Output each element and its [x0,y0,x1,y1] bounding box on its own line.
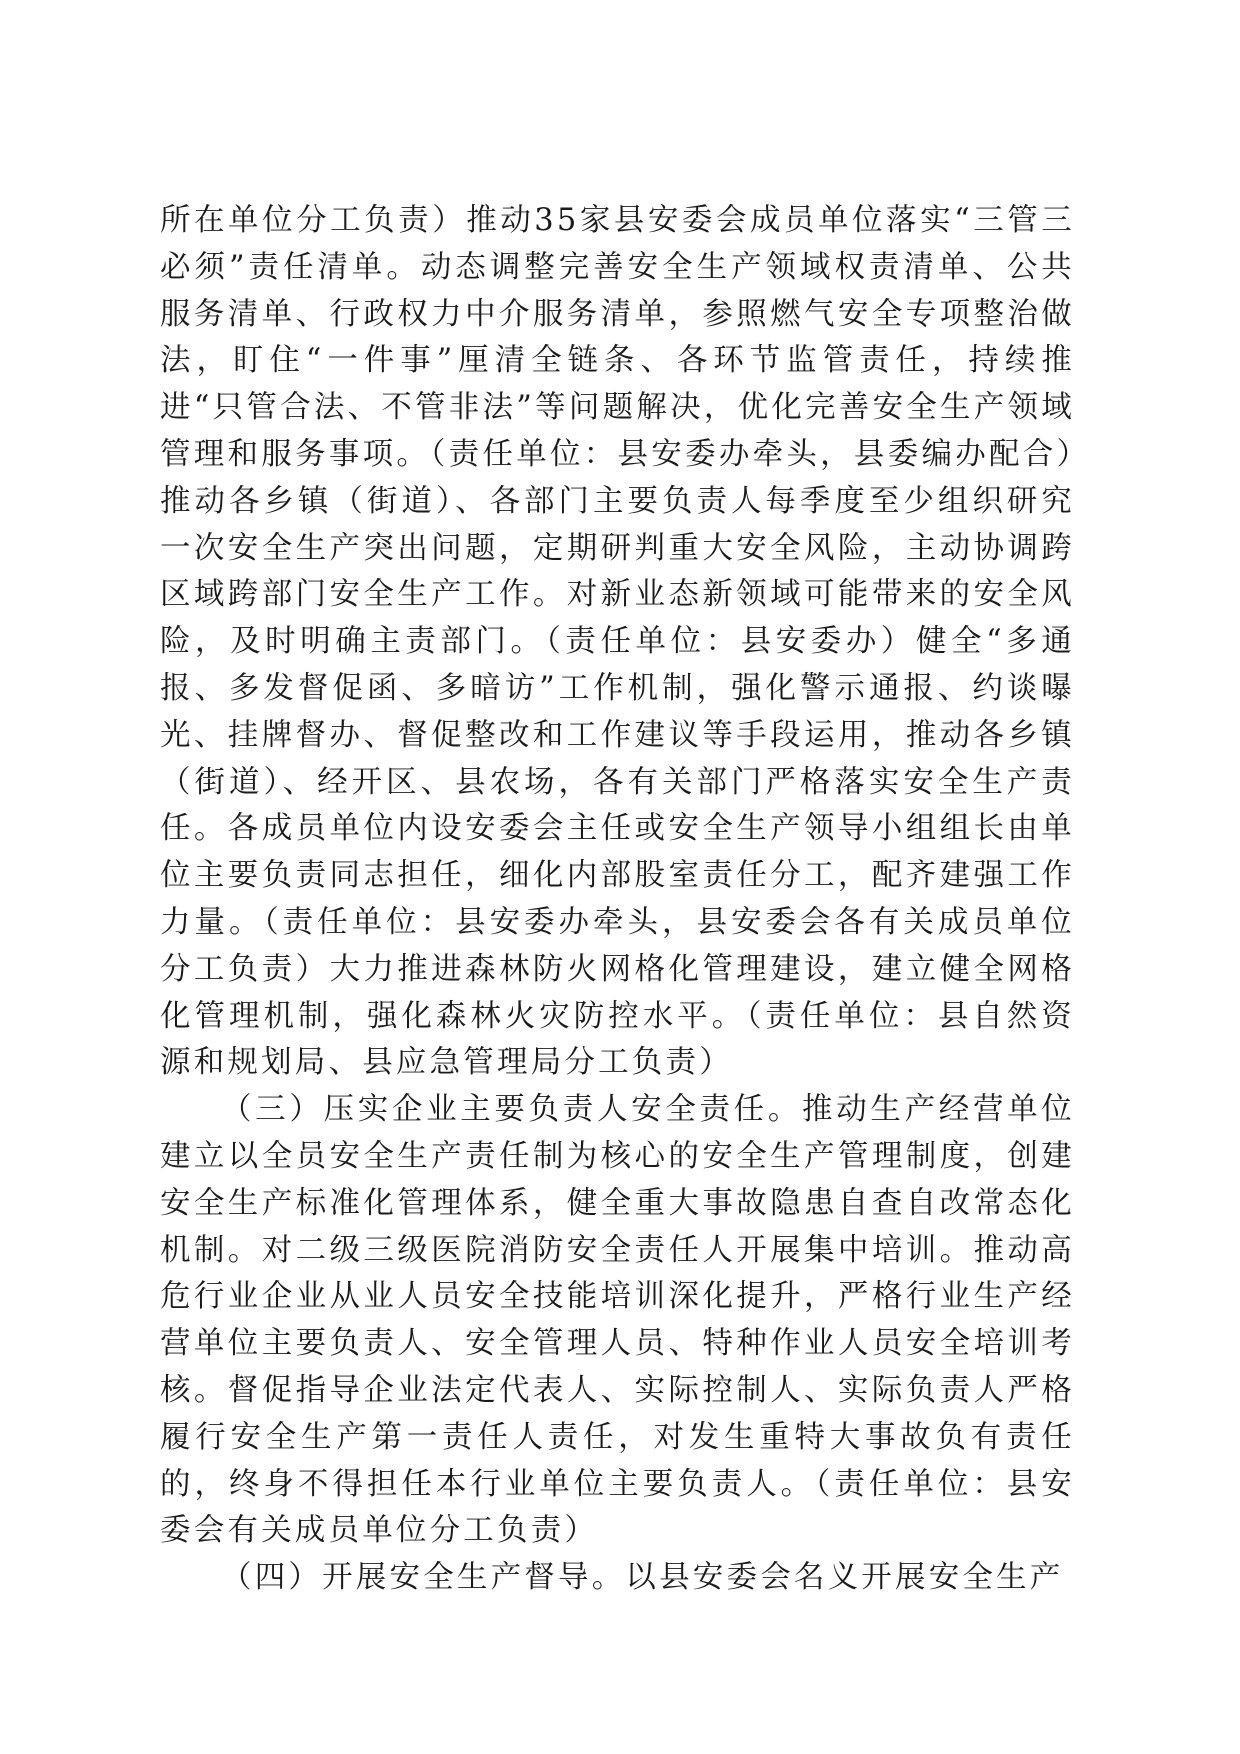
paragraph-section-four: （四）开展安全生产督导。以县安委会名义开展安全生产 [221,1560,1064,1596]
document-body [160,198,1075,1602]
paragraph-section-three: （三）压实企业主要负责人安全责任。推动生产经营单位建立以全员安全生产责任制为核心的安全生产管理制度，创建安全生产标准化管理体系，健全重大事故隐患自查自改常态化机制。对二级三级医院消防安全责任人开展集中培训。推动高危行业企业从业人员安全技能培训深化提升，严格行业生产经营单位主要负责人、安全管理人员、特种作业人员安全培训考核。督促指导企业法定代表人、实际控制人、实际负责人严格履行安全生产第一责任人责任，对发生重特大事故负有责任的，终身不得担任本行业单位主要负责人。（责任单位：县安委会有关成员单位分工负责） [160,1092,1075,1549]
paragraph-continued-responsibilities: 所在单位分工负责）推动35家县安委会成员单位落实“三管三必须”责任清单。动态调整完善安全生产领域权责清单、公共服务清单、行政权力中介服务清单，参照燃气安全专项整治做法，盯住“一件事”厘清全链条、各环节监管责任，持续推进“只管合法、不管非法”等问题解决，优化完善安全生产领域管理和服务事项。（责任单位：县安委办牵头，县委编办配合）推动各乡镇（街道）、各部门主要负责人每季度至少组织研究一次安全生产突出问题，定期研判重大安全风险，主动协调跨区域跨部门安全生产工作。对新业态新领域可能带来的安全风险，及时明确主责部门。（责任单位：县安委办）健全“多通报、多发督促函、多暗访”工作机制，强化警示通报、约谈曝光、挂牌督办、督促整改和工作建议等手段运用，推动各乡镇（街道）、经开区、县农场，各有关部门严格落实安全生产责任。各成员单位内设安委会主任或安全生产领导小组组长由单位主要负责同志担任，细化内部股室责任分工，配齐建强工作力量。（责任单位：县安委办牵头，县安委会各有关成员单位分工负责）大力推进森林防火网格化管理建设，建立健全网格化管理机制，强化森林火灾防控水平。（责任单位：县自然资源和规划局、县应急管理局分工负责） [160,203,1075,1081]
